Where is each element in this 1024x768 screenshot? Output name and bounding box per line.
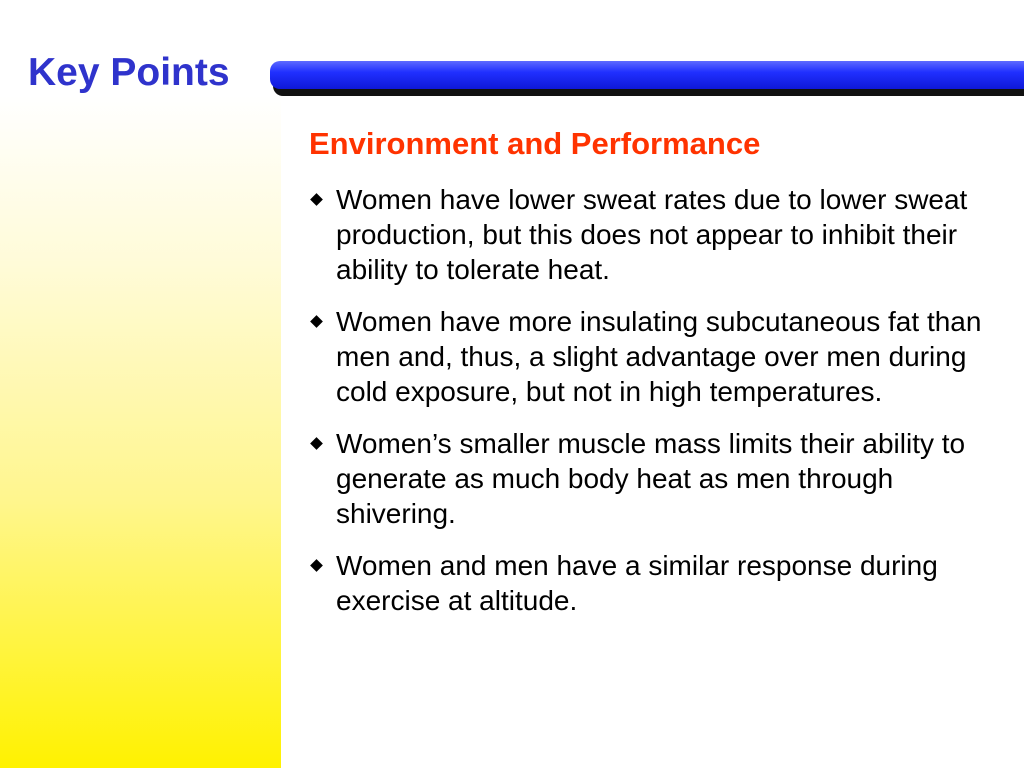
bullet-item xyxy=(309,304,989,409)
slide-subtitle: Environment and Performance xyxy=(309,126,761,161)
bullet-text: Women have more insulating subcutaneous fat than men and, thus, a slight advantage over men during cold exposure, but not in high temperatures. xyxy=(336,306,982,407)
side-gradient-band xyxy=(0,96,281,768)
diamond-bullet-icon xyxy=(310,315,323,328)
title-bar xyxy=(270,61,1024,89)
bullet-item xyxy=(309,182,989,287)
bullet-item xyxy=(309,426,989,531)
diamond-bullet-icon xyxy=(310,193,323,206)
slide-title: Key Points xyxy=(28,51,230,94)
diamond-bullet-icon xyxy=(310,437,323,450)
bullet-text: Women and men have a similar response during exercise at altitude. xyxy=(336,550,938,616)
bullet-text: Women have lower sweat rates due to lower sweat production, but this does not appear to inhibit their ability to tolerate heat. xyxy=(336,184,968,285)
bullet-list xyxy=(309,182,989,635)
bullet-item xyxy=(309,548,989,618)
diamond-bullet-icon xyxy=(310,559,323,572)
bullet-text: Women’s smaller muscle mass limits their ability to generate as much body heat as men through shivering. xyxy=(336,428,966,529)
